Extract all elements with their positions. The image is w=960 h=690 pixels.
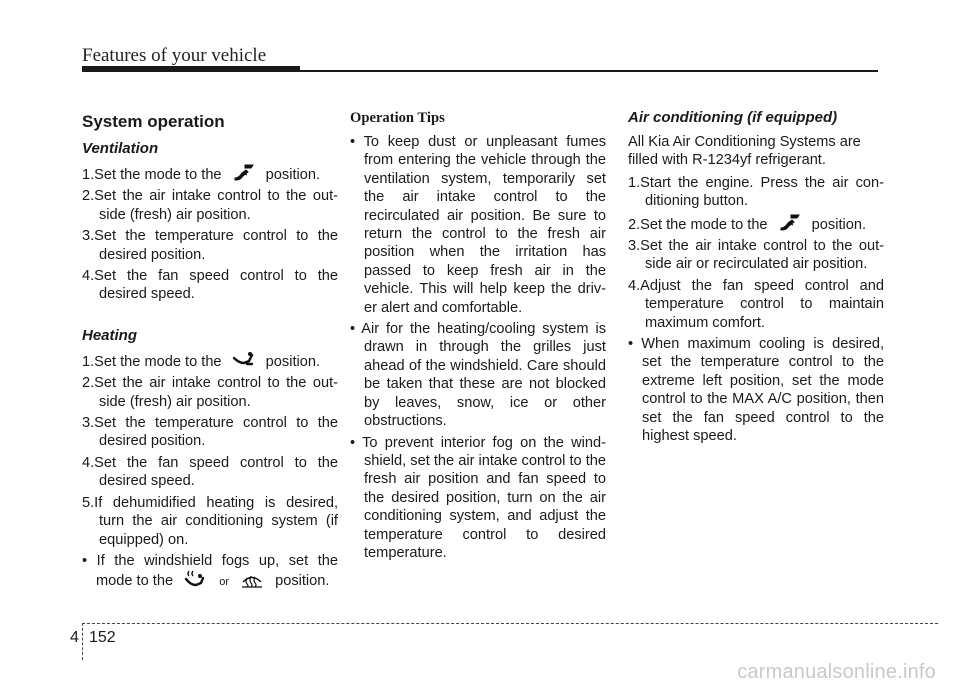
page-number: 152 [89, 629, 116, 646]
watermark: carmanualsonline.info [737, 661, 936, 683]
air-conditioning-intro: All Kia Air Conditioning Systems are filled with R-1234yf refrigerant. [628, 134, 861, 169]
middle-column [350, 108, 606, 565]
face-vent-mode-icon [232, 164, 254, 182]
operation-tips-title: Operation Tips [350, 110, 445, 126]
heating-title: Heating [82, 326, 138, 344]
header-bar [82, 66, 300, 72]
heating-step-3: 3.Set the temperature control to the desired position. [82, 415, 338, 450]
ac-step-1: 1.Start the engine. Press the air con-ditioning button. [628, 174, 884, 210]
heating-step-5: 5.If dehumidified heating is desired, turn the air conditioning system (if equipped) on. [82, 494, 338, 548]
ventilation-step-3: 3.Set the temperature control to the desired position. [82, 228, 338, 263]
ac-step-3: 3.Set the air intake control to the out-side air or recirculated air position. [628, 238, 884, 273]
ventilation-step-4: 4.Set the fan speed control to the desired speed. [82, 268, 338, 303]
heating-step-4: 4.Set the fan speed control to the desired speed. [82, 454, 338, 490]
ventilation-step-1: 1.Set the mode to the position. [82, 164, 338, 184]
header-rule [300, 70, 878, 72]
tip-item: • To keep dust or unpleasant fumes from entering the vehicle through the ventilation system, temporarily set the air intake control to the recirculated air position. Be sure to return the control to the fresh air position when the irritation has passed to keep fresh air in the vehicle. This will help keep the driv-er alert and comfortable. [350, 134, 606, 316]
ac-step-2: 2.Set the mode to the position. [628, 214, 884, 234]
heating-step-1: 1.Set the mode to the position. [82, 351, 338, 371]
ac-step-4: 4.Adjust the fan speed control and temperature control to maintain maximum comfort. [628, 277, 884, 331]
heating-bullet: • If the windshield fogs up, set the mode to the or position. [82, 552, 338, 590]
face-vent-mode-icon [778, 214, 800, 232]
footer-rule [82, 623, 938, 624]
air-conditioning-title: Air conditioning (if equipped) [628, 109, 838, 126]
header-title: Features of your vehicle [82, 45, 267, 66]
section-title: System operation [82, 112, 225, 131]
tip-item: • Air for the heating/cooling system is drawn in through the grilles just ahead of the windshield. Care should be taken that these are not blocked by leaves, snow, ice or other obstructions. [350, 321, 606, 430]
ac-bullet: • When maximum cooling is desired, set the temperature control to the extreme left position, set the mode control to the MAX A/C position, then set the fan speed control to the highest speed. [628, 336, 884, 445]
defrost-mode-icon [241, 570, 263, 588]
floor-defrost-mode-icon [183, 570, 205, 588]
floor-mode-icon [232, 351, 254, 369]
chapter-number: 4 [70, 629, 79, 646]
heating-step-2: 2.Set the air intake control to the out-side (fresh) air position. [82, 375, 338, 410]
tip-item: • To prevent interior fog on the wind-shield, set the air intake control to the fresh air position and fan speed to the desired position, turn on the air conditioning system, and adjust the temperature control to desired temperature. [350, 434, 606, 561]
ventilation-title: Ventilation [82, 140, 159, 157]
left-column [82, 108, 338, 595]
ventilation-step-2: 2.Set the air intake control to the out-side (fresh) air position. [82, 188, 338, 223]
right-column [628, 108, 884, 449]
footer-divider [82, 623, 83, 660]
